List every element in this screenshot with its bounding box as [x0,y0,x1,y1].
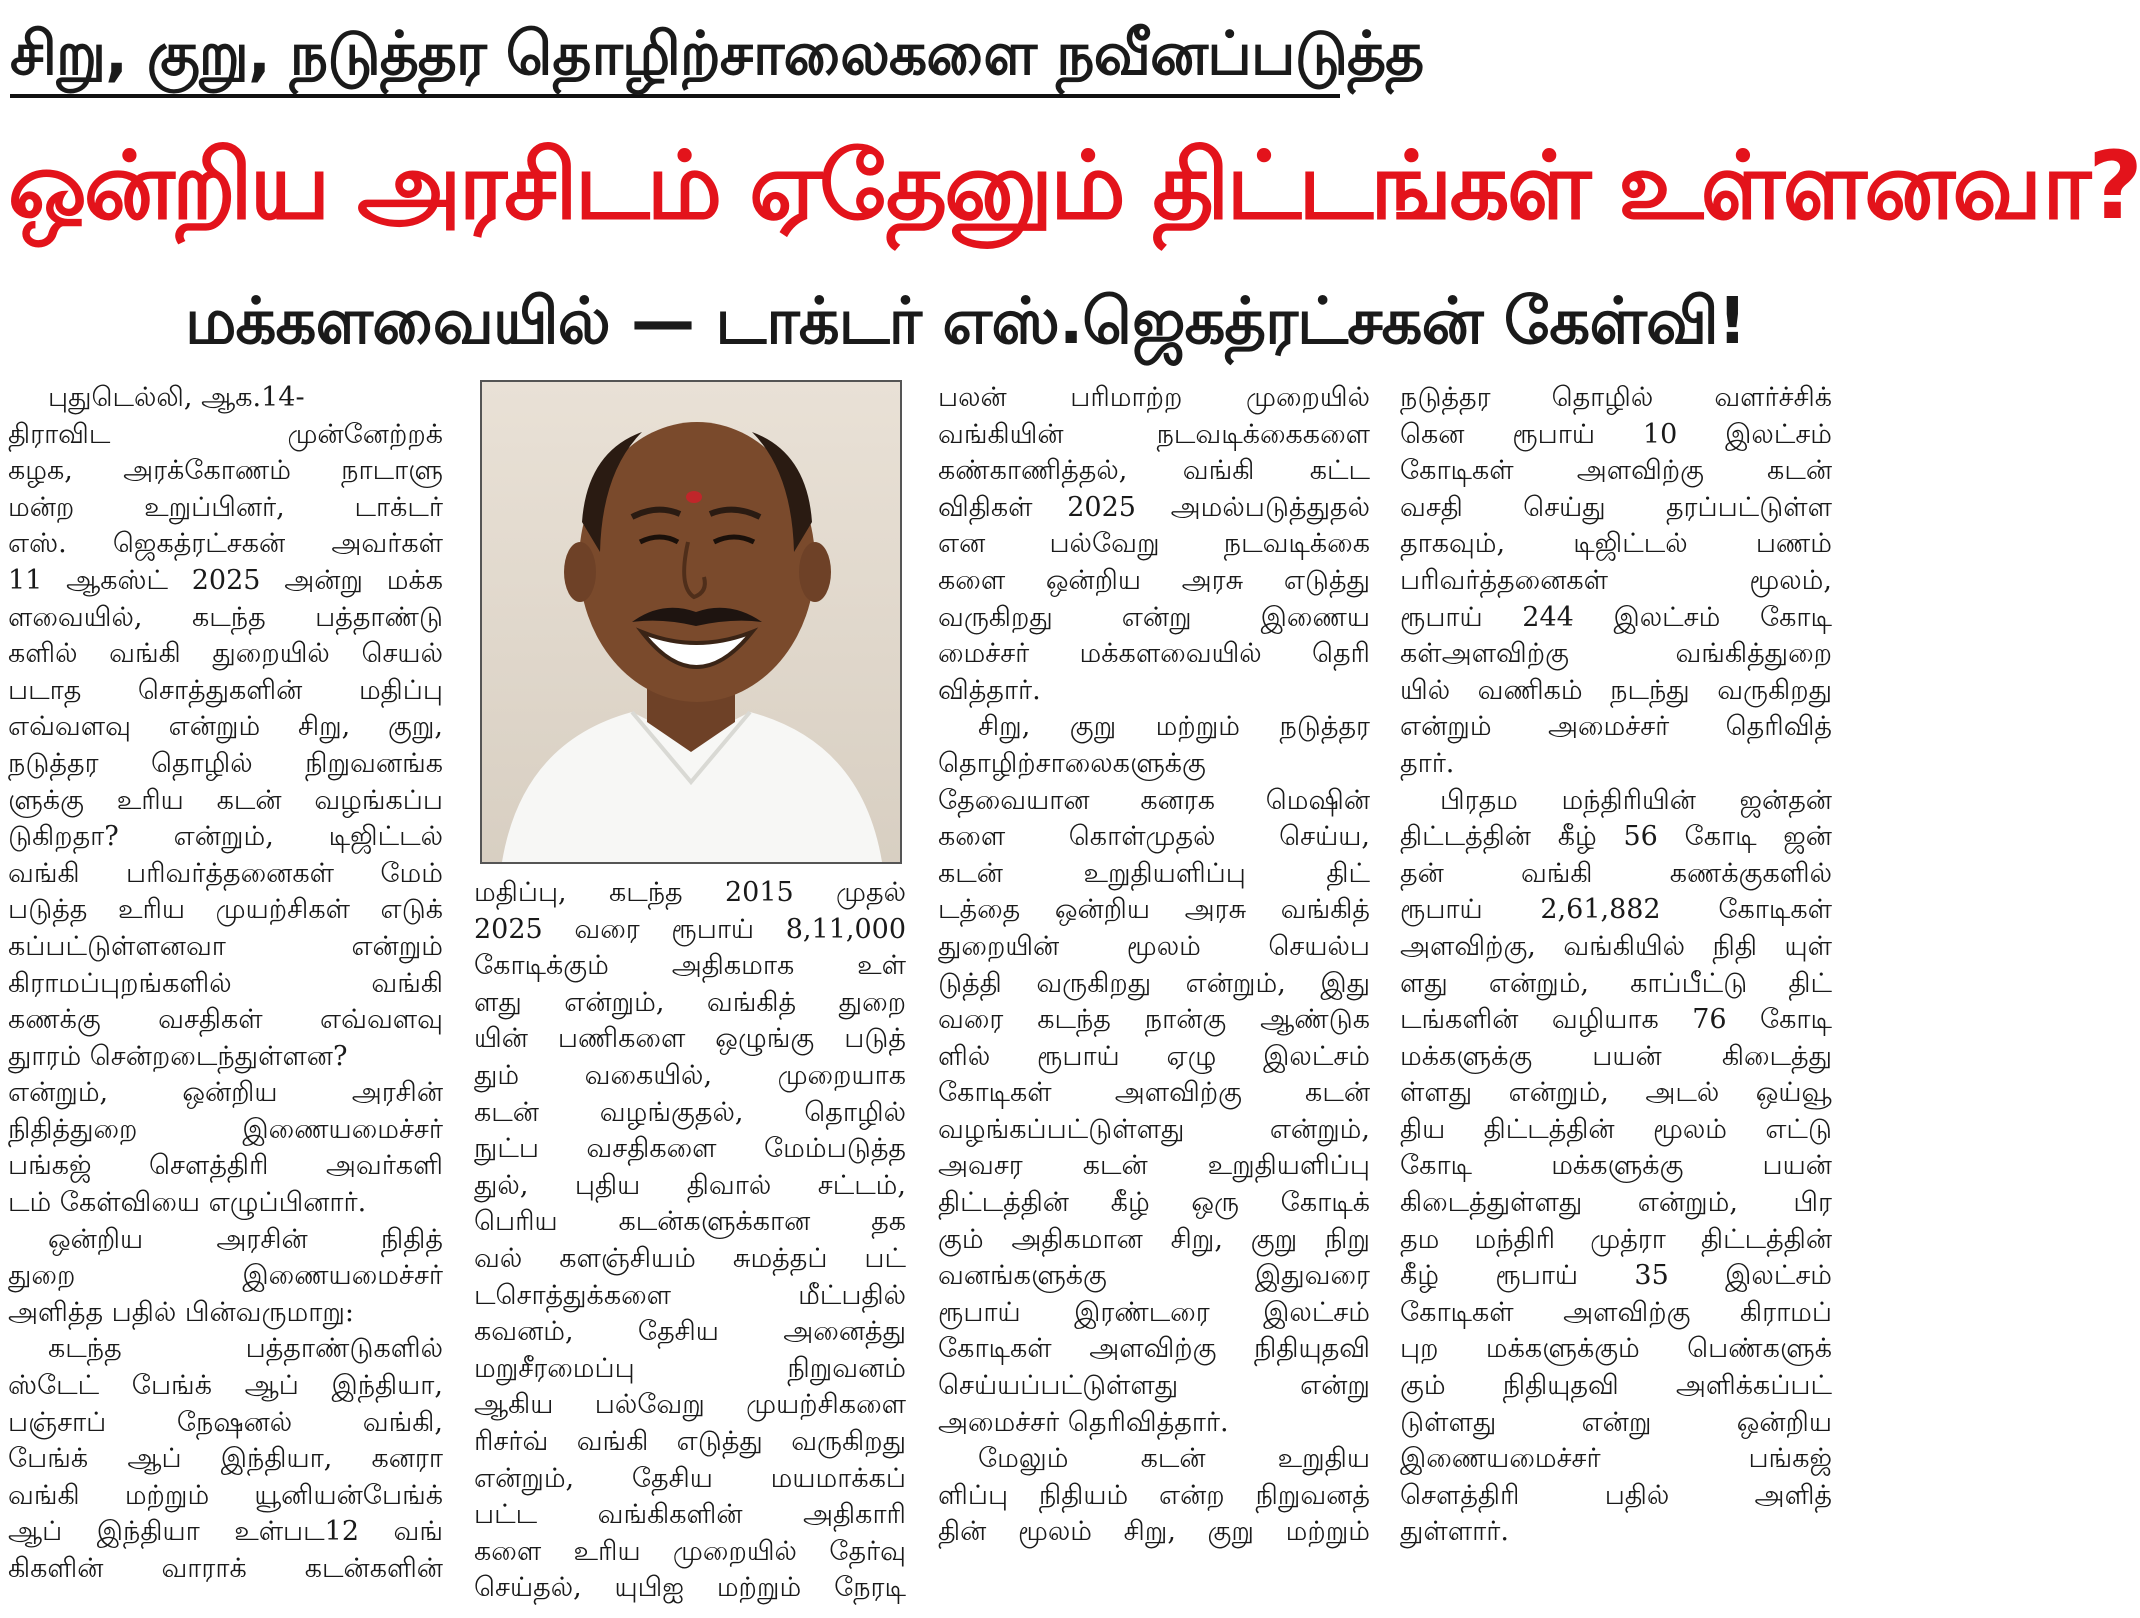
article-line: கடந்த பத்தாண்டுகளில் [48,1333,443,1365]
article-line: டம் கேள்வியை எழுப்பினார். [8,1187,367,1219]
article-line: எஸ். ஜெகத்ரட்சகன் அவர்கள் [8,528,443,560]
article-line: டங்களின் வழியாக 76 கோடி [1400,1004,1832,1036]
article-line: வரை கடந்த நான்கு ஆண்டுக [938,1004,1370,1036]
article-line: டுத்தி வருகிறது என்றும், இது [938,967,1370,999]
portrait-illustration [482,382,900,862]
article-line: ளது என்றும், காப்பீட்டு திட் [1400,967,1832,999]
article-line: படாத சொத்துகளின் மதிப்பு [8,674,443,706]
article-line: ஆகிய பல்வேறு முயற்சிகளை [474,1389,906,1421]
article-line: கோடிக்கும் அதிகமாக உள் [474,950,906,982]
article-line: கணக்கு வசதிகள் எவ்வளவு [8,1004,443,1036]
article-line: கும் நிதியுதவி அளிக்கப்பட் [1400,1370,1832,1402]
article-line: ரூபாய் 2,61,882 கோடிகள் [1400,894,1832,926]
portrait-photo [480,380,902,864]
article-line: வங்கி பரிவர்த்தனைகள் மேம் [8,857,443,889]
article-line: எவ்வளவு என்றும் சிறு, குறு, [8,711,443,743]
article-line: ஒன்றிய அரசின் நிதித் [48,1223,443,1255]
article-line: கழக, அரக்கோணம் நாடாளு [8,455,443,487]
article-line: களில் வங்கி துறையில் செயல் [8,638,443,670]
article-column-2 [474,875,906,1607]
article-line: நிதித்துறை இணையமைச்சர் [8,1113,443,1145]
article-line: துல், புதிய திவால் சட்டம், [474,1169,906,1201]
article-line: என்றும், தேசிய மயமாக்கப் [474,1462,906,1494]
article-line: தேவையான கனரக மெஷின் [938,784,1370,816]
article-line: கோடிகள் அளவிற்கு நிதியுதவி [938,1333,1370,1365]
article-column-4 [1400,380,1832,1551]
article-line: பஞ்சாப் நேஷனல் வங்கி, [8,1406,443,1438]
article-line: ளிப்பு நிதியம் என்ற நிறுவனத் [938,1479,1370,1511]
article-line: தொழிற்சாலைகளுக்கு [938,747,1206,779]
article-line: வருகிறது என்று இணைய [938,601,1370,633]
article-line: 11 ஆகஸ்ட் 2025 அன்று மக்க [8,564,443,596]
article-line: நடுத்தர தொழில் நிறுவனங்க [8,747,443,779]
article-line: வனங்களுக்கு இதுவரை [938,1260,1370,1292]
article-line: ளுக்கு உரிய கடன் வழங்கப்ப [8,784,443,816]
article-line: அமைச்சர் தெரிவித்தார். [938,1406,1229,1438]
article-line: தும் வகையில், முறையாக [474,1059,906,1091]
article-line: இணையமைச்சர் பங்கஜ் [1400,1443,1832,1475]
article-line: ள்ளது என்றும், அடல் ஒய்வூ [1400,1077,1832,1109]
article-line: சௌத்திரி பதில் அளித் [1400,1479,1832,1511]
article-line: துறையின் மூலம் செயல்ப [938,930,1370,962]
article-line: வித்தார். [938,674,1041,706]
article-line: அளித்த பதில் பின்வருமாறு: [8,1296,354,1328]
article-line: ரூபாய் இரண்டரை இலட்சம் [938,1296,1370,1328]
subheadline: மக்களவையில் — டாக்டர் எஸ்.ஜெகத்ரட்சகன் கேள்வி! [185,285,1746,359]
article-line: கும் அதிகமான சிறு, குறு நிறு [938,1223,1370,1255]
article-line: மக்களுக்கு பயன் கிடைத்து [1400,1040,1832,1072]
article-line: அவசர கடன் உறுதியளிப்பு [938,1150,1370,1182]
article-line: திய திட்டத்தின் மூலம் எட்டு [1400,1113,1832,1145]
article-line: பங்கஜ் சௌத்திரி அவர்களி [8,1150,443,1182]
article-line: பட்ட வங்கிகளின் அதிகாரி [474,1499,906,1531]
article-line: யின் பணிகளை ஒழுங்கு படுத் [474,1023,906,1055]
article-line: படுத்த உரிய முயற்சிகள் எடுக் [8,894,443,926]
article-line: அளவிற்கு, வங்கியில் நிதி யுள் [1400,930,1832,962]
article-line: என்றும் அமைச்சர் தெரிவித் [1400,711,1832,743]
article-line: புதுடெல்லி, ஆக.14- [48,382,305,413]
article-line: கீழ் ரூபாய் 35 இலட்சம் [1400,1260,1832,1292]
article-line: வல் களஞ்சியம் சுமத்தப் பட் [474,1242,906,1274]
article-line: கண்காணித்தல், வங்கி கட்ட [938,455,1370,487]
article-line: தம மந்திரி முத்ரா திட்டத்தின் [1400,1223,1832,1255]
article-line: வசதி செய்து தரப்பட்டுள்ள [1400,491,1832,523]
article-line: கிராமப்புறங்களில் வங்கி [8,967,443,999]
article-line: ளவையில், கடந்த பத்தாண்டு [8,601,443,633]
article-line: கவனம், தேசிய அனைத்து [474,1316,906,1348]
article-line: கோடிகள் அளவிற்கு கடன் [1400,455,1832,487]
article-line: கடன் உறுதியளிப்பு திட் [938,857,1370,889]
article-line: திட்டத்தின் கீழ் 56 கோடி ஜன் [1400,821,1832,853]
article-line: மன்ற உறுப்பினர், டாக்டர் [8,491,443,523]
article-line: டுள்ளது என்று ஒன்றிய [1400,1406,1832,1438]
article-line: வங்கியின் நடவடிக்கைகளை [938,418,1370,450]
article-line: சிறு, குறு மற்றும் நடுத்தர [978,711,1370,743]
article-column-1 [8,380,443,1588]
article-line: 2025 வரை ரூபாய் 8,11,000 [474,913,906,945]
article-line: கோடிகள் அளவிற்கு கிராமப் [1400,1296,1832,1328]
article-line: புற மக்களுக்கும் பெண்களுக் [1400,1333,1832,1365]
kicker-headline: சிறு, குறு, நடுத்தர தொழிற்சாலைகளை நவீனப்படுத்த [10,18,1340,98]
article-line: பேங்க் ஆப் இந்தியா, கனரா [8,1443,443,1475]
article-line: மேலும் கடன் உறுதிய [978,1443,1370,1475]
article-line: பரிவர்த்தனைகள் மூலம், [1400,564,1832,596]
article-line: பிரதம மந்திரியின் ஜன்தன் [1440,784,1832,816]
article-line: செய்யப்பட்டுள்ளது என்று [938,1370,1370,1402]
article-line: களை ஒன்றிய அரசு எடுத்து [938,564,1370,596]
article-line: கப்பட்டுள்ளனவா என்றும் [8,930,443,962]
article-line: பெரிய கடன்களுக்கான தக [474,1206,906,1238]
article-column-3 [938,380,1370,1551]
article-line: தாகவும், டிஜிட்டல் பணம் [1400,528,1832,560]
article-line: துள்ளார். [1400,1516,1509,1548]
article-line: ளது என்றும், வங்கித் துறை [474,986,906,1018]
article-line: பலன் பரிமாற்ற முறையில் [938,382,1370,413]
article-line: தன் வங்கி கணக்குகளில் [1400,857,1832,889]
article-line: மைச்சர் மக்களவையில் தெரி [938,638,1370,670]
main-headline: ஒன்றிய அரசிடம் ஏதேனும் திட்டங்கள் உள்ளனவா? [8,132,2140,241]
article-line: கோடிகள் அளவிற்கு கடன் [938,1077,1370,1109]
article-line: களை கொள்முதல் செய்ய, [938,821,1370,853]
article-line: ஆப் இந்தியா உள்பட12 வங் [8,1516,443,1548]
article-line: டத்தை ஒன்றிய அரசு வங்கித் [938,894,1370,926]
article-line: திட்டத்தின் கீழ் ஒரு கோடிக் [938,1187,1370,1219]
article-line: வங்கி மற்றும் யூனியன்பேங்க் [8,1479,443,1511]
article-line: மறுசீரமைப்பு நிறுவனம் [474,1352,906,1384]
article-line: கிடைத்துள்ளது என்றும், பிர [1400,1187,1832,1219]
article-line: கடன் வழங்குதல், தொழில் [474,1096,906,1128]
article-line: ரூபாய் 244 இலட்சம் கோடி [1400,601,1832,633]
article-line: கென ரூபாய் 10 இலட்சம் [1400,418,1832,450]
article-line: ளில் ரூபாய் ஏழு இலட்சம் [938,1040,1370,1072]
article-line: ஸ்டேட் பேங்க் ஆப் இந்தியா, [8,1370,443,1402]
article-line: நுட்ப வசதிகளை மேம்படுத்த [474,1133,906,1165]
article-line: தின் மூலம் சிறு, குறு மற்றும் [938,1516,1370,1548]
article-line: ரிசர்வ் வங்கி எடுத்து வருகிறது [474,1425,906,1457]
article-line: வழங்கப்பட்டுள்ளது என்றும், [938,1113,1370,1145]
article-line: கிகளின் வாராக் கடன்களின் [8,1553,443,1584]
article-line: கள்அளவிற்கு வங்கித்துறை [1400,638,1832,670]
article-line: கோடி மக்களுக்கு பயன் [1400,1150,1832,1182]
article-line: டுகிறதா? என்றும், டிஜிட்டல் [8,821,443,853]
article-line: துாரம் சென்றடைந்துள்ளன? [8,1040,348,1072]
article-line: திராவிட முன்னேற்றக் [8,418,443,450]
article-line: மதிப்பு, கடந்த 2015 முதல் [474,877,906,908]
article-line: என்றும், ஒன்றிய அரசின் [8,1077,443,1109]
article-line: செய்தல், யுபிஐ மற்றும் நேரடி [474,1572,906,1604]
article-line: என பல்வேறு நடவடிக்கை [938,528,1370,560]
article-line: தார். [1400,747,1455,779]
article-line: களை உரிய முறையில் தேர்வு [474,1535,906,1567]
article-line: யில் வணிகம் நடந்து வருகிறது [1400,674,1832,706]
article-line: விதிகள் 2025 அமல்படுத்துதல் [938,491,1370,523]
article-line: டசொத்துக்களை மீட்பதில் [474,1279,906,1311]
article-line: துறை இணையமைச்சர் [8,1260,443,1292]
article-line: நடுத்தர தொழில் வளர்ச்சிக் [1400,382,1832,413]
